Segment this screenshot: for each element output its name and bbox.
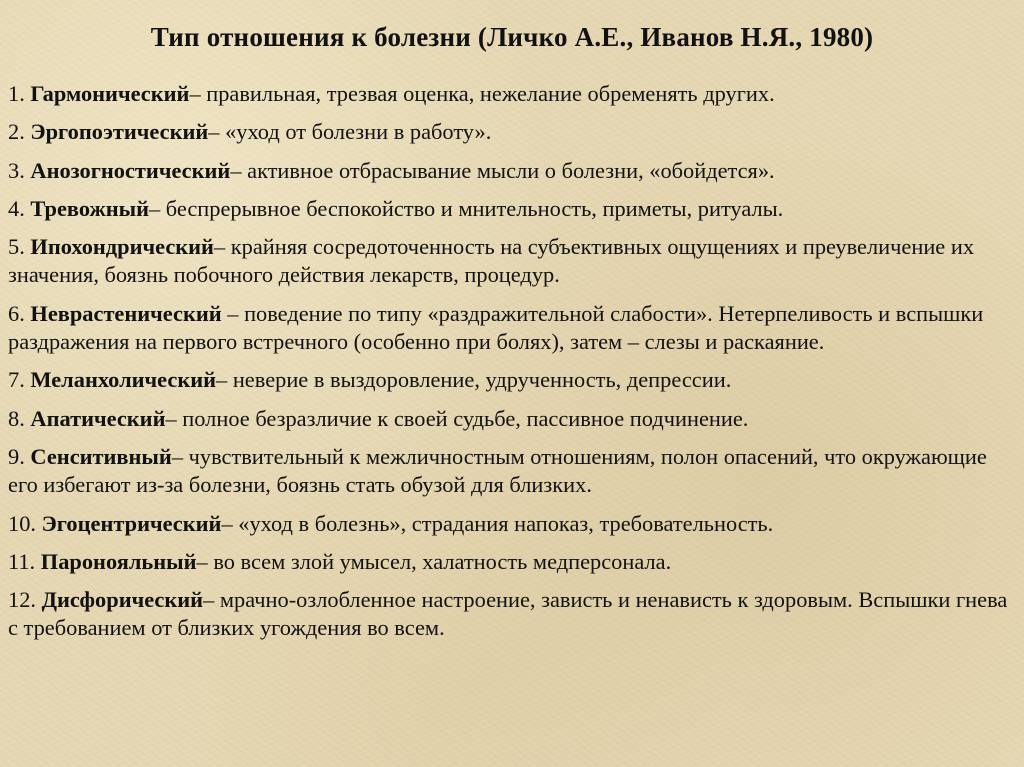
item-description: полное безразличие к своей судьбе, пассивное подчинение. (182, 405, 749, 431)
list-item (8, 510, 1014, 538)
item-number: 6. (8, 300, 25, 326)
item-description: неверие в выздоровление, удрученность, депрессии. (232, 367, 732, 393)
item-description: мрачно-озлобленное настроение, зависть и ненависть к здоровым. Вспышки гнева с требованием от близких угождения во всем. (8, 587, 1008, 641)
item-separator: – (208, 119, 226, 145)
item-separator: – (196, 548, 214, 574)
item-number: 5. (8, 234, 25, 260)
item-term: Дисфорический (41, 587, 204, 613)
item-term: Неврастенический (30, 300, 228, 326)
item-description: беспрерывное беспокойство и мнительность, приметы, ритуалы. (165, 195, 784, 221)
item-separator: – (216, 367, 233, 393)
item-description: «уход от болезни в работу». (225, 119, 492, 145)
item-number: 12. (8, 587, 36, 613)
item-description: «уход в болезнь», страдания напоказ, требовательность. (238, 510, 774, 536)
item-number: 9. (8, 443, 25, 469)
item-term: Сенситивный (30, 443, 172, 469)
item-term: Ипохондрический (30, 234, 214, 260)
item-number: 10. (8, 510, 36, 536)
item-term: Эргопоэтический (30, 119, 209, 145)
item-separator: – (171, 443, 189, 469)
list-item (8, 233, 1014, 290)
item-description: чувствительный к межличностным отношениям, полон опасений, что окружающие его избегают из-за болезни, боязнь стать обузой для близких. (8, 443, 987, 498)
list-item (8, 548, 1014, 576)
item-separator: – (189, 81, 207, 106)
item-description: поведение по типу «раздражительной слабости». Нетерпеливость и вспышки раздражения на первого встречного (особенно при болях), затем – слезы и раскаяние. (8, 300, 984, 355)
list-item (8, 118, 1014, 146)
relation-type-list (8, 80, 1014, 653)
item-number: 8. (8, 405, 25, 431)
list-item (8, 366, 1014, 394)
item-number: 1. (8, 81, 25, 106)
item-separator: – (203, 587, 220, 613)
list-item (8, 405, 1014, 433)
slide-title: Тип отношения к болезни (Личко А.Е., Иванов Н.Я., 1980) (150, 22, 874, 52)
list-item (8, 80, 1014, 108)
item-separator: – (221, 510, 239, 536)
item-number: 7. (8, 367, 25, 393)
item-separator: – (148, 195, 166, 221)
item-separator: – (227, 300, 245, 326)
list-item (8, 300, 1014, 357)
item-separator: – (165, 405, 183, 431)
item-separator: – (230, 157, 248, 183)
list-item (8, 443, 1014, 500)
item-description: крайняя сосредоточенность на субъективных ощущениях и преувеличение их значения, боязнь побочного действия лекарств, процедур. (8, 234, 975, 288)
item-term: Апатический (30, 405, 166, 431)
item-separator: – (213, 234, 231, 260)
item-number: 2. (8, 119, 25, 145)
item-term: Анозогностический (30, 157, 231, 183)
item-number: 11. (8, 548, 36, 574)
list-item (8, 195, 1014, 223)
item-description: активное отбрасывание мысли о болезни, «обойдется». (247, 157, 775, 183)
item-description: правильная, трезвая оценка, нежелание обременять других. (206, 81, 775, 106)
item-term: Тревожный (30, 195, 149, 221)
item-term: Гармонический (30, 81, 190, 106)
list-item (8, 157, 1014, 185)
item-term: Эгоцентрический (41, 510, 222, 536)
item-term: Паронояльный (40, 548, 197, 574)
item-term: Меланхолический (30, 367, 217, 393)
item-number: 3. (8, 157, 25, 183)
list-item (8, 586, 1014, 643)
item-description: во всем злой умысел, халатность медперсонала. (213, 548, 672, 574)
item-number: 4. (8, 195, 25, 221)
